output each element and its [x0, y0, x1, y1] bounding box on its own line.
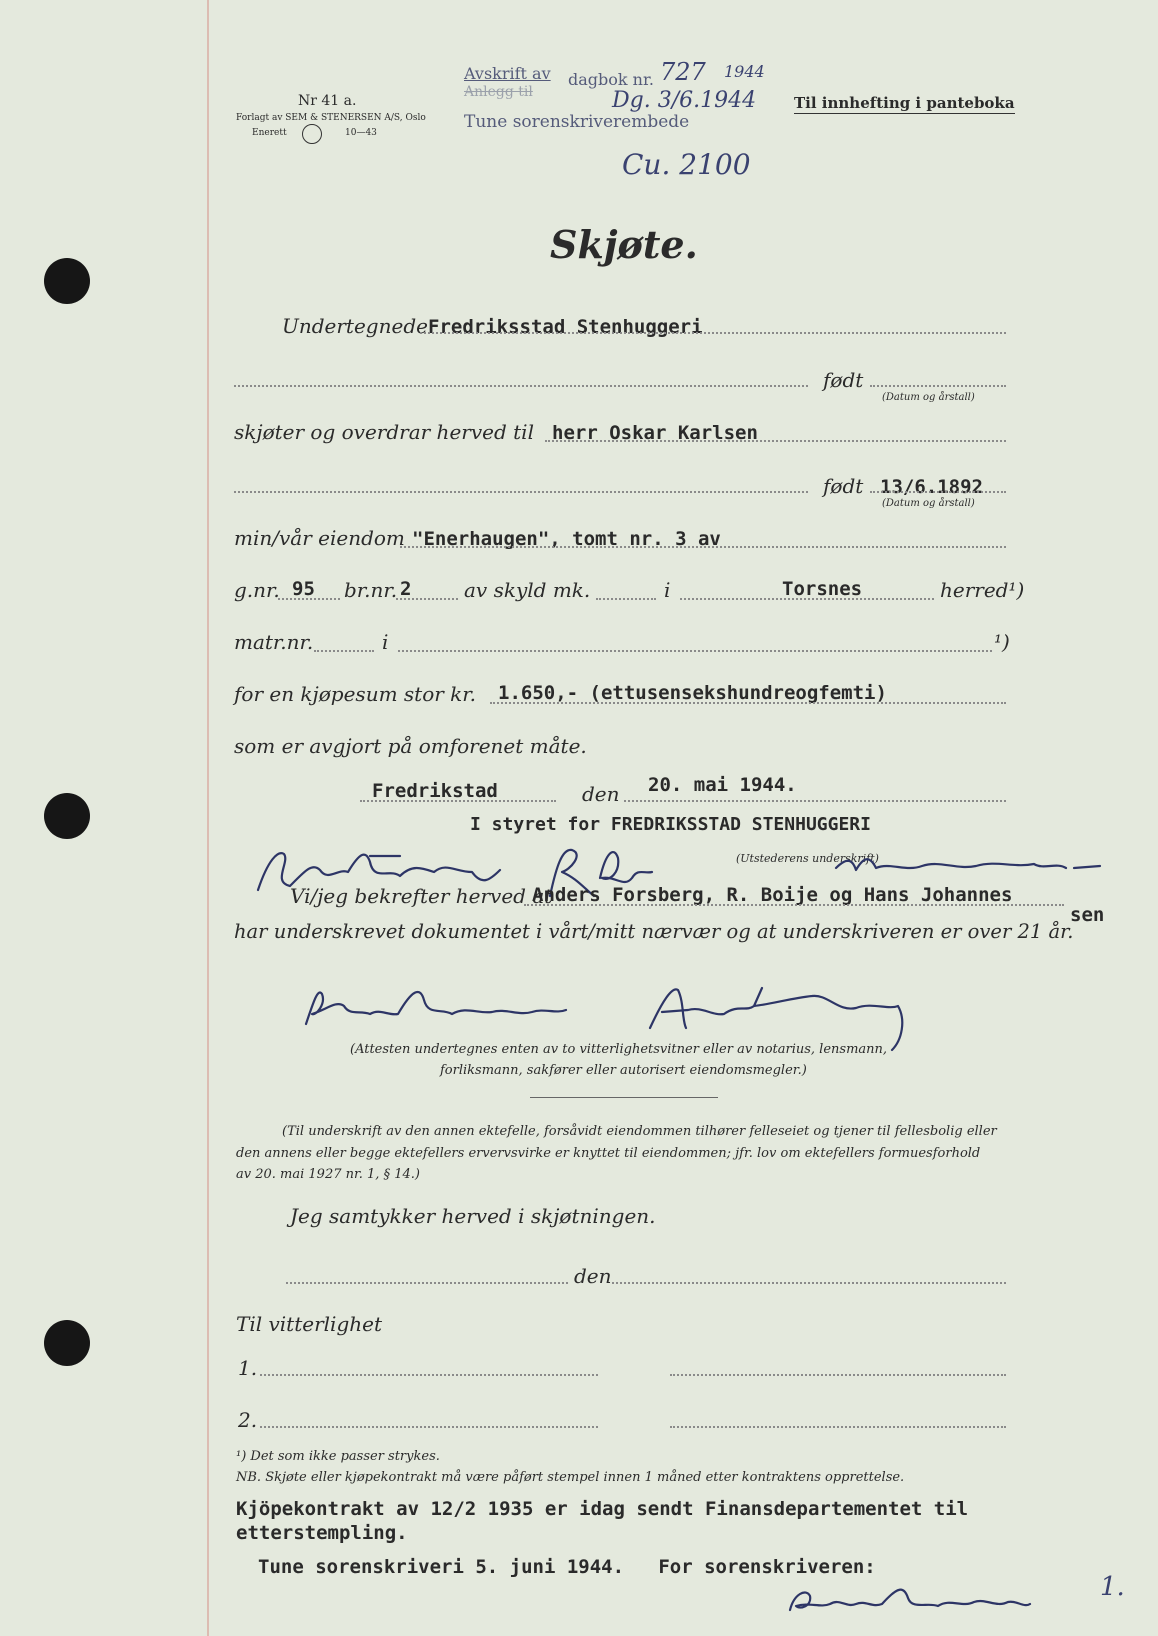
folio-number: Cu. 2100 [622, 148, 751, 181]
typed-note-line-2: etterstempling. [236, 1522, 408, 1544]
publisher-seal-icon [302, 124, 322, 144]
skyld-i-label: i [664, 578, 671, 602]
buyer-born-date: 13/6.1892 [880, 476, 983, 498]
witness-1-line-b [670, 1374, 1006, 1376]
attest-note-2: forliksmann, sakfører eller autorisert eiendomsmegler.) [440, 1063, 807, 1078]
skyld-label: av skyld mk. [464, 578, 591, 602]
matr-kommune-line [398, 650, 992, 652]
date-line [624, 800, 1006, 802]
herred-line [680, 598, 934, 600]
signature-hans-johannessen [830, 848, 1110, 888]
confirm-names: Anders Forsberg, R. Boije og Hans Johannes [532, 884, 1013, 906]
punch-hole [44, 258, 90, 304]
brnr-value: 2 [400, 578, 412, 600]
dagbok-number: 727 [660, 58, 706, 86]
price-value: 1.650,- (ettusensekshundreogfemti) [498, 682, 887, 704]
kjopesum-label: for en kjøpesum stor kr. [234, 682, 477, 706]
dagbok-year: 1944 [724, 62, 765, 81]
enerett-label: Enerett [252, 128, 287, 138]
typed-note-line-3: Tune sorenskriveri 5. juni 1944. For sorenskriveren: [258, 1556, 876, 1578]
seller-name: Fredriksstad Stenhuggeri [428, 316, 703, 338]
spouse-note-2: den annens eller begge ektefellers ervervsvirke er knyttet til eiendommen; jfr. lov om ektefellers formuesforhold [236, 1146, 981, 1161]
buyer-born-date-line [870, 491, 1006, 493]
witness-signature-karl-larsen [296, 980, 576, 1040]
witness-1-line-a [260, 1374, 598, 1376]
confirm-line [524, 904, 1064, 906]
stamp-date: Dg. 3/6.1944 [612, 88, 757, 113]
section-divider [530, 1097, 718, 1098]
herred-label: herred¹) [940, 578, 1025, 602]
consent-text: Jeg samtykker herved i skjøtningen. [290, 1204, 656, 1228]
witness-2-line-a [260, 1426, 598, 1428]
clerk-signature-gerd-nordang [780, 1580, 1060, 1624]
confirm-line-2: har underskrevet dokumentet i vårt/mitt nærvær og at underskriveren er over 21 år. [234, 920, 1074, 943]
datum-hint: (Datum og årstall) [882, 498, 975, 509]
stamp-office: Tune sorenskriverembede [464, 112, 690, 132]
spouse-note-1: (Til underskrift av den annen ektefelle, forsåvidt eiendommen tilhører felleseiet og tjener til fellesbolig eller [282, 1124, 997, 1139]
print-code: 10—43 [345, 128, 377, 138]
binding-note: Til innhefting i panteboka [794, 94, 1015, 112]
typed-note-line-1: Kjöpekontrakt av 12/2 1935 er idag sendt Finansdepartementet til [236, 1498, 969, 1520]
witness-2-label: 2. [238, 1408, 258, 1432]
matr-i-label: i [382, 630, 389, 654]
matrnr-line [314, 650, 374, 652]
footnote-1: ¹) Det som ikke passer strykes. [236, 1449, 440, 1464]
property-line [400, 546, 1006, 548]
property-name: "Enerhaugen", tomt nr. 3 av [412, 528, 721, 550]
signing-date: 20. mai 1944. [648, 774, 797, 796]
den-label: den [582, 782, 620, 806]
punch-hole [44, 793, 90, 839]
herred-name: Torsnes [782, 578, 863, 600]
witness-2-line-b [670, 1426, 1006, 1428]
buyer-line [545, 440, 1006, 442]
seller-line [420, 332, 1006, 334]
price-line [490, 702, 1006, 704]
signing-place: Fredrikstad [372, 780, 498, 802]
spouse-note-3: av 20. mai 1927 nr. 1, § 14.) [236, 1167, 420, 1182]
place-line [360, 800, 556, 802]
board-line: I styret for FREDRIKSSTAD STENHUGGERI [470, 814, 871, 835]
brnr-line [396, 598, 458, 600]
publisher-line: Forlagt av SEM & STENERSEN A/S, Oslo [236, 113, 426, 123]
consent-date-line [612, 1282, 1006, 1284]
seller-born-label: født [823, 368, 864, 392]
confirm-names-cont: sen [1070, 904, 1105, 926]
eiendom-label: min/vår eiendom [234, 526, 405, 550]
seller-born-line [234, 385, 808, 387]
matrnr-label: matr.nr. [234, 630, 314, 654]
page-mark: 1. [1100, 1572, 1125, 1602]
skjoter-label: skjøter og overdrar herved til [234, 420, 534, 444]
seller-born-date-line [870, 385, 1006, 387]
witness-1-label: 1. [238, 1356, 258, 1380]
buyer-name: herr Oskar Karlsen [552, 422, 758, 444]
gnr-line [278, 598, 340, 600]
margin-rule [207, 0, 209, 1636]
gnr-label: g.nr. [234, 578, 280, 602]
utsteder-hint: (Utstederens underskrift) [736, 852, 879, 865]
consent-place-line [286, 1282, 568, 1284]
avgjort-text: som er avgjort på omforenet måte. [234, 734, 587, 758]
form-number: Nr 41 a. [298, 93, 357, 109]
buyer-born-label: født [823, 474, 864, 498]
stamp-avskrift: Avskrift av [464, 64, 551, 83]
gnr-value: 95 [292, 578, 315, 600]
punch-hole [44, 1320, 90, 1366]
attest-note-1: (Attesten undertegnes enten av to vitterlighetsvitner eller av notarius, lensmann, [350, 1042, 888, 1057]
stamp-anlegg: Anlegg til [464, 84, 533, 100]
document-title: Skjøte. [550, 222, 698, 267]
footnote-nb: NB. Skjøte eller kjøpekontrakt må være påført stempel innen 1 måned etter kontraktens opprettelse. [236, 1470, 905, 1485]
vitterlighet-label: Til vitterlighet [236, 1312, 383, 1336]
skyld-line [596, 598, 656, 600]
confirm-prefix: Vi/jeg bekrefter herved at [290, 884, 553, 908]
buyer-born-line [234, 491, 808, 493]
undertegnede-label: Undertegnede [282, 314, 428, 338]
stamp-dagbok: dagbok nr. [568, 70, 654, 89]
datum-hint: (Datum og årstall) [882, 392, 975, 403]
consent-den-label: den [574, 1264, 612, 1288]
matr-footnote-mark: ¹) [994, 630, 1010, 654]
brnr-label: br.nr. [344, 578, 398, 602]
